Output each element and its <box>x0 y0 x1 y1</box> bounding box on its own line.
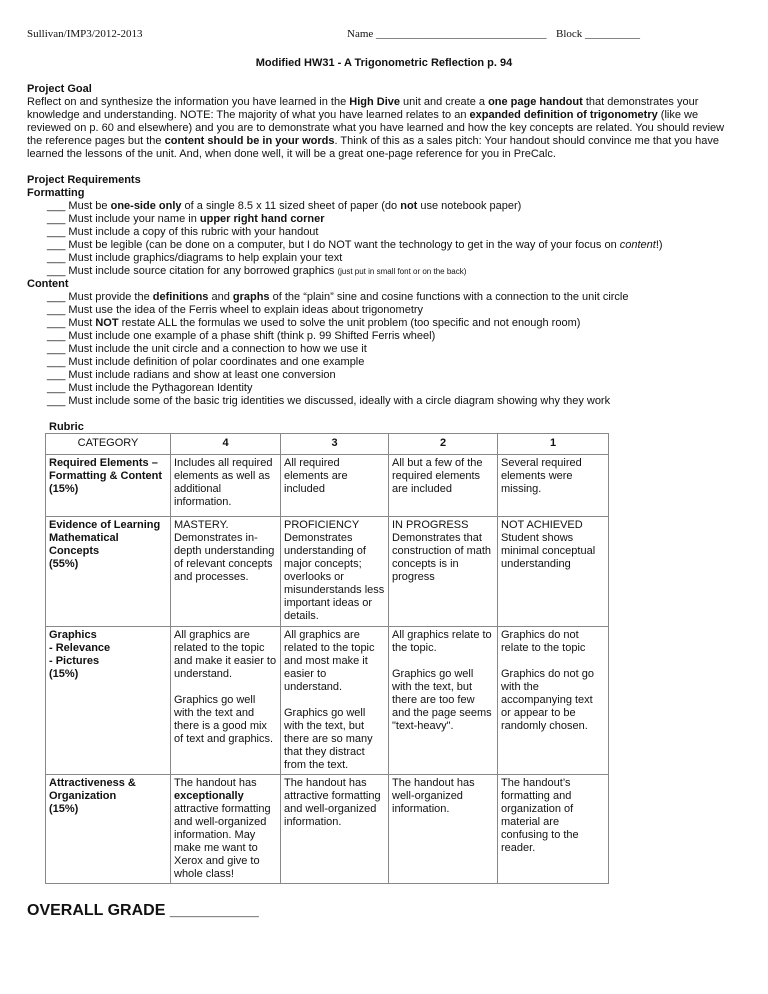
content-requirement: ___ Must NOT restate ALL the formulas we used to solve the unit problem (too specific and not enough room) <box>47 317 581 329</box>
rubric-score-cell: The handout has well-organized information. <box>389 775 498 884</box>
rubric-category-cell: Evidence of Learning Mathematical Concepts (55%) <box>46 517 171 627</box>
rubric-score-cell: All graphics are related to the topic and make it easier to understand. Graphics go well with the text and there is a good mix of text and graphics. <box>171 627 281 775</box>
content-requirement: ___ Must include one example of a phase shift (think p. 99 Shifted Ferris wheel) <box>47 330 436 342</box>
project-goal-text: Reflect on and synthesize the information you have learned in the High Dive unit and create a one page handout that demonstrates your knowledge and understanding. NOTE: The majority of what you have learned relates to an expanded definition of trigonometry (like we reviewed on p. 60 and elsewhere) and you are to demonstrate what you have learned and how the key concepts are related. You should review the reference pages but the content should be in your words. Think of this as a sales pitch: Your handout should convince me that you have learned the lessons of the unit. And, when done well, it will be a great one-page reference for you in PreCalc. <box>27 96 725 160</box>
rubric-score-cell: The handout has exceptionally attractive formatting and well-organized information. May make me want to Xerox and give to whole class! <box>171 775 281 884</box>
formatting-list <box>27 200 727 278</box>
rubric-score-cell: NOT ACHIEVED Student shows minimal conceptual understanding <box>498 517 609 627</box>
rubric-score-cell: IN PROGRESS Demonstrates that construction of math concepts is in progress <box>389 517 498 627</box>
rubric-score-cell: The handout’s formatting and organization of material are confusing to the reader. <box>498 775 609 884</box>
rubric-header-row <box>46 434 609 455</box>
rubric-category-cell: Attractiveness & Organization (15%) <box>46 775 171 884</box>
formatting-requirement: ___ Must include a copy of this rubric with your handout <box>47 226 319 238</box>
rubric-col-score: 4 <box>171 434 281 455</box>
formatting-heading: Formatting <box>27 187 85 199</box>
formatting-requirement: ___ Must include graphics/diagrams to help explain your text <box>47 252 343 264</box>
formatting-requirement: ___ Must be legible (can be done on a computer, but I do NOT want the technology to get in the way of your focus on content!) <box>47 239 663 251</box>
rubric-col-score: 3 <box>281 434 389 455</box>
project-goal-heading: Project Goal <box>27 83 92 95</box>
rubric-category-cell: Graphics - Relevance - Pictures (15%) <box>46 627 171 775</box>
requirements-section <box>27 174 727 408</box>
rubric-row <box>46 775 609 884</box>
requirements-heading: Project Requirements <box>27 174 141 186</box>
content-list <box>27 291 727 408</box>
content-requirement: ___ Must provide the definitions and graphs of the “plain” sine and cosine functions with a connection to the unit circle <box>47 291 629 303</box>
rubric-category-cell: Required Elements – Formatting & Content (15%) <box>46 455 171 517</box>
rubric-score-cell: All but a few of the required elements are included <box>389 455 498 517</box>
rubric-col-score: 2 <box>389 434 498 455</box>
rubric-row <box>46 455 609 517</box>
rubric-score-cell: All required elements are included <box>281 455 389 517</box>
content-requirement: ___ Must use the idea of the Ferris wheel to explain ideas about trigonometry <box>47 304 424 316</box>
content-requirement: ___ Must include some of the basic trig identities we discussed, ideally with a circle diagram showing why they work <box>47 395 611 407</box>
content-heading: Content <box>27 278 69 290</box>
rubric-col-score: 1 <box>498 434 609 455</box>
rubric-score-cell: All graphics relate to the topic. Graphics go well with the text, but there are too few and the page seems "text-heavy". <box>389 627 498 775</box>
rubric-row <box>46 627 609 775</box>
content-requirement: ___ Must include definition of polar coordinates and one example <box>47 356 365 368</box>
rubric-score-cell: Several required elements were missing. <box>498 455 609 517</box>
project-goal-section <box>27 83 727 161</box>
block-field-label: Block __________ <box>556 28 641 40</box>
content-requirement: ___ Must include radians and show at least one conversion <box>47 369 336 381</box>
name-field-label: Name _______________________________ <box>347 28 547 40</box>
rubric-score-cell: PROFICIENCY Demonstrates understanding of major concepts; overlooks or misunderstands less important ideas or details. <box>281 517 389 627</box>
formatting-requirement: ___ Must be one-side only of a single 8.5 x 11 sized sheet of paper (do not use notebook paper) <box>47 200 522 212</box>
page-title: Modified HW31 - A Trigonometric Reflection p. 94 <box>255 57 513 69</box>
rubric-score-cell: The handout has attractive formatting and well-organized information. <box>281 775 389 884</box>
content-requirement: ___ Must include the unit circle and a connection to how we use it <box>47 343 367 355</box>
content-requirement: ___ Must include the Pythagorean Identity <box>47 382 253 394</box>
rubric-score-cell: MASTERY. Demonstrates in-depth understanding of relevant concepts and processes. <box>171 517 281 627</box>
course-label: Sullivan/IMP3/2012-2013 <box>27 28 143 40</box>
rubric-row <box>46 517 609 627</box>
rubric-heading: Rubric <box>49 421 84 433</box>
overall-grade-line: OVERALL GRADE __________ <box>27 902 259 919</box>
rubric-table <box>45 433 609 884</box>
rubric-score-cell: Includes all required elements as well as additional information. <box>171 455 281 517</box>
rubric-score-cell: Graphics do not relate to the topic Graphics do not go with the accompanying text or appear to be randomly chosen. <box>498 627 609 775</box>
rubric-score-cell: All graphics are related to the topic and most make it easier to understand. Graphics go well with the text, but there are so many that they distract from the text. <box>281 627 389 775</box>
formatting-requirement: ___ Must include your name in upper right hand corner <box>47 213 325 225</box>
rubric-col-category: CATEGORY <box>46 434 171 455</box>
formatting-requirement: ___ Must include source citation for any borrowed graphics (just put in small font or on the back) <box>47 265 467 277</box>
